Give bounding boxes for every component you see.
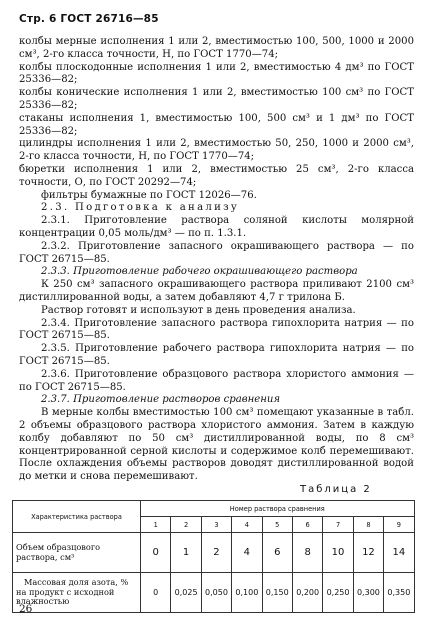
paragraph: 2.3.1. Приготовление раствора соляной кислоты молярной концентрации 0,05 моль/дм³ — по п. 1.3.1. — [19, 215, 414, 239]
table-header-cell: 3 — [201, 517, 231, 533]
paragraph: 2.3.2. Приготовление запасного окрашивающего раствора — по ГОСТ 26715—85. — [19, 240, 414, 265]
paragraph: колбы конические исполнения 1 или 2, вместимостью 100 см³ по ГОСТ 25336—82; — [19, 87, 414, 111]
table-header-cell: 1 — [141, 517, 171, 533]
subsection-heading: 2.3.3. Приготовление рабочего окрашивающего раствора — [41, 266, 358, 278]
table-cell: 0,100 — [232, 573, 262, 613]
table-header-cell: 4 — [232, 517, 262, 533]
reference-solutions-table — [12, 500, 415, 613]
body-text — [19, 36, 414, 484]
table-cell: 2 — [201, 533, 231, 573]
paragraph: колбы плоскодонные исполнения 1 или 2, вместимостью 4 дм³ по ГОСТ 25336—82; — [19, 61, 414, 86]
table-header-cell: 2 — [171, 517, 201, 533]
paragraph: колбы мерные исполнения 1 или 2, вместимостью 100, 500, 1000 и 2000 см³, 2-го класса точности, Н, по ГОСТ 1770—74; — [19, 36, 414, 60]
table-cell: 0,050 — [201, 573, 231, 613]
table-cell: 14 — [384, 533, 414, 573]
table-cell: 6 — [262, 533, 292, 573]
table-header-cell: 7 — [323, 517, 353, 533]
subsection-heading: 2.3.7. Приготовление растворов сравнения — [41, 394, 281, 406]
table-caption: Таблица 2 — [300, 484, 372, 495]
table-group-header: Номер раствора сравнения — [141, 501, 415, 517]
table-cell: 0,025 — [171, 573, 201, 613]
paragraph: В мерные колбы вместимостью 100 см³ помещают указанные в табл. 2 объемы образцового раствора хлористого аммония. Затем в каждую колбу добавляют по 50 см³ дистиллированной воды, по 8 см³ концентрированной серной кислоты и содержимое колб перемешивают. После охлаждения объемы растворов доводят дистиллированной водой до метки и снова перемешивают. — [19, 407, 414, 483]
table-cell: 0 — [141, 533, 171, 573]
table-row-label: Массовая доля азота, % на продукт с исходной влажностью — [13, 573, 141, 613]
table-row-label: Объем образцового раствора, см³ — [13, 533, 141, 573]
paragraph: 2.3.5. Приготовление рабочего раствора гипохлорита натрия — по ГОСТ 26715—85. — [19, 343, 414, 367]
table-cell: 0,150 — [262, 573, 292, 613]
table-header-cell: 9 — [384, 517, 414, 533]
table-cell: 4 — [232, 533, 262, 573]
paragraph: цилиндры исполнения 1 или 2, вместимостью 50, 250, 1000 и 2000 см³, 2-го класса точности, Н, по ГОСТ 1770—74; — [19, 138, 414, 163]
table-cell: 8 — [292, 533, 322, 573]
table-cell: 0,300 — [353, 573, 383, 613]
table-cell: 0,350 — [384, 573, 414, 613]
table-cell: 12 — [353, 533, 383, 573]
table-row — [13, 573, 415, 613]
paragraph: бюретки исполнения 1 или 2, вместимостью 25 см³, 2-го класса точности, О, по ГОСТ 20292—74; — [19, 163, 414, 188]
section-heading: 2.3. Подготовка к анализу — [41, 202, 240, 214]
table-column-header: Характеристика раствора — [13, 501, 141, 533]
table-cell: 0 — [141, 573, 171, 613]
table-cell: 0,250 — [323, 573, 353, 613]
table-header-cell: 6 — [292, 517, 322, 533]
table-row — [13, 533, 415, 573]
paragraph: К 250 см³ запасного окрашивающего раствора приливают 2100 см³ дистиллированной воды, а затем добавляют 4,7 г трилона Б. — [19, 279, 414, 303]
paragraph: стаканы исполнения 1, вместимостью 100, 500 см³ и 1 дм³ по ГОСТ 25336—82; — [19, 112, 414, 137]
paragraph: фильтры бумажные по ГОСТ 12026—76. — [41, 189, 257, 201]
page-number: 26 — [19, 603, 33, 615]
paragraph: Раствор готовят и используют в день проведения анализа. — [41, 304, 356, 316]
table-cell: 1 — [171, 533, 201, 573]
paragraph: 2.3.6. Приготовление образцового раствора хлористого аммония — по ГОСТ 26715—85. — [19, 368, 414, 393]
paragraph: 2.3.4. Приготовление запасного раствора гипохлорита натрия — по ГОСТ 26715—85. — [19, 317, 414, 342]
table-header-cell: 5 — [262, 517, 292, 533]
table-cell: 0,200 — [292, 573, 322, 613]
table-cell: 10 — [323, 533, 353, 573]
running-header: Стр. 6 ГОСТ 26716—85 — [19, 13, 159, 25]
table-header-cell: 8 — [353, 517, 383, 533]
